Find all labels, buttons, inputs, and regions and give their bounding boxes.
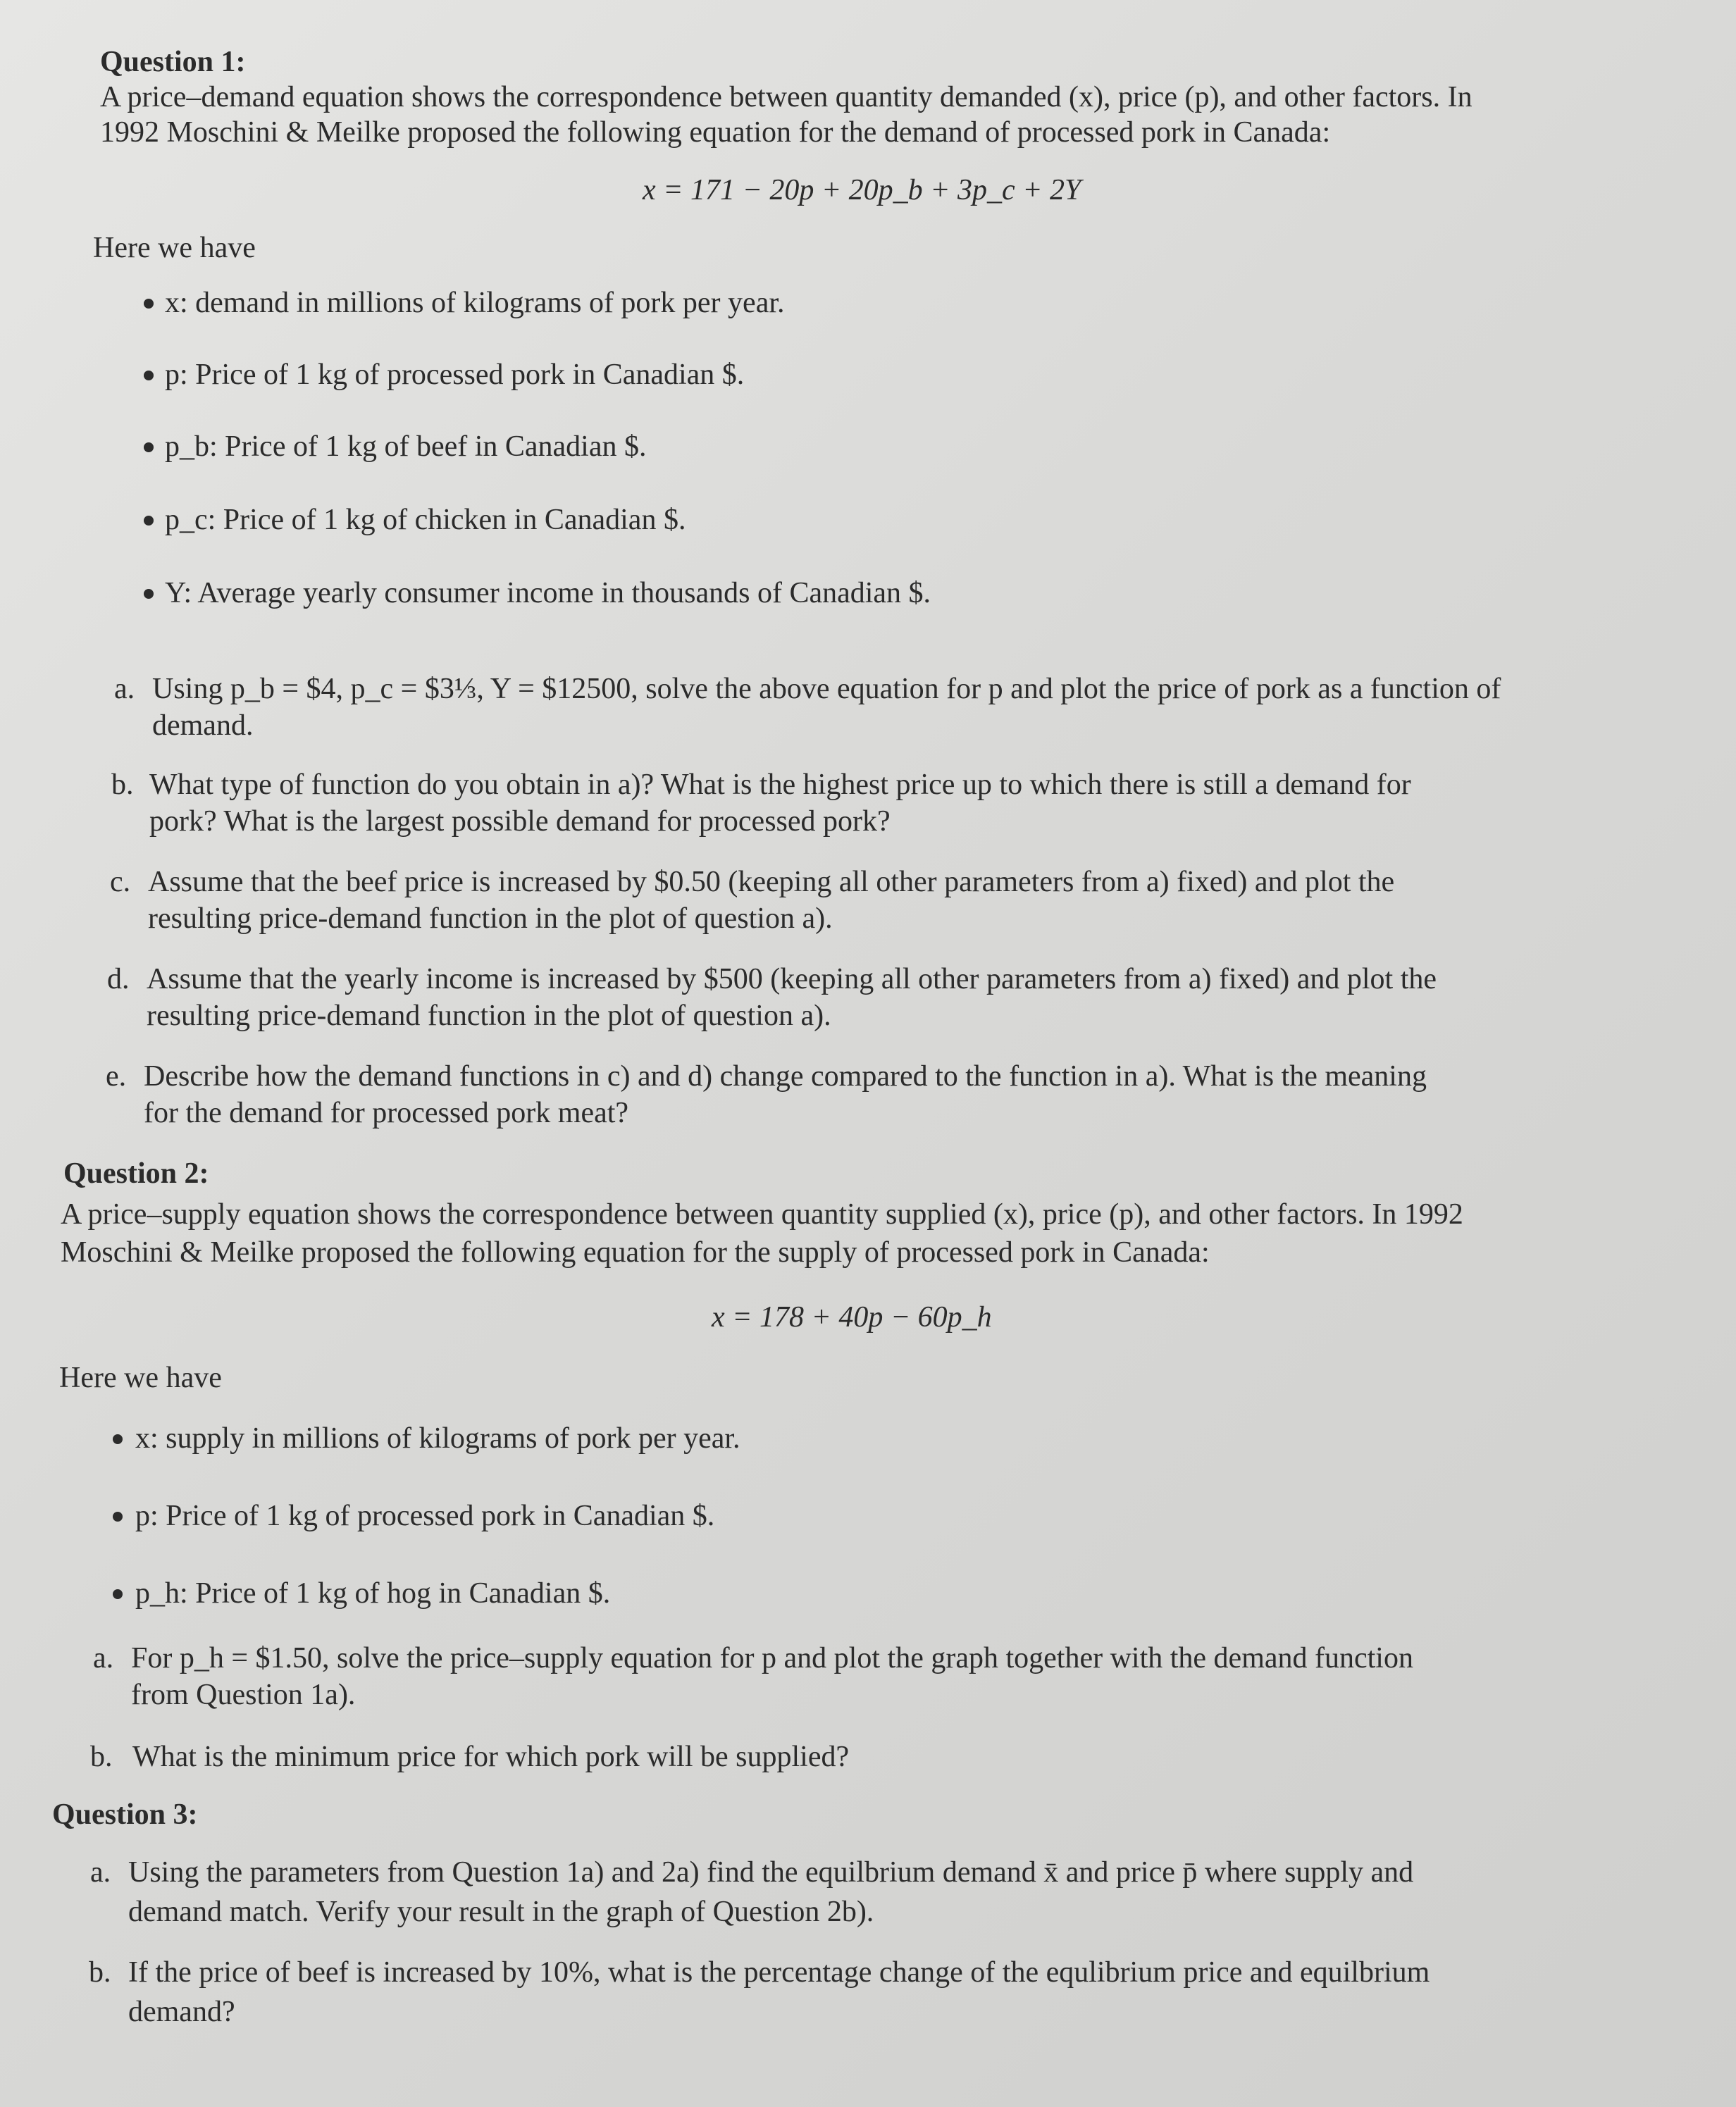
bullet-dot <box>113 1589 123 1599</box>
q1-item-a-letter: a. <box>114 673 135 705</box>
q1-item-b-line1: What type of function do you obtain in a)? What is the highest price up to which there is still a demand for <box>149 769 1411 801</box>
q2-item-a-letter: a. <box>93 1642 114 1674</box>
q1-item-e-letter: e. <box>106 1060 127 1093</box>
q1-item-d-line1: Assume that the yearly income is increased by $500 (keeping all other parameters from a) fixed) and plot the <box>147 963 1437 995</box>
q1-bullet-pb: p_b: Price of 1 kg of beef in Canadian $. <box>165 430 647 463</box>
q2-item-b-line1: What is the minimum price for which pork will be supplied? <box>132 1741 850 1773</box>
q2-item-a-line1: For p_h = $1.50, solve the price–supply equation for p and plot the graph together with the demand function <box>131 1642 1413 1674</box>
bullet-dot <box>144 299 154 309</box>
q3-heading: Question 3: <box>52 1798 198 1831</box>
q1-intro-line2: 1992 Moschini & Meilke proposed the following equation for the demand of processed pork in Canada: <box>100 116 1331 149</box>
q2-intro-line2: Moschini & Meilke proposed the following equation for the supply of processed pork in Canada: <box>61 1236 1210 1269</box>
q2-bullet-x: x: supply in millions of kilograms of pork per year. <box>135 1422 740 1455</box>
q2-bullet-ph: p_h: Price of 1 kg of hog in Canadian $. <box>135 1577 611 1610</box>
q1-intro-line1: A price–demand equation shows the correspondence between quantity demanded (x), price (p), and other factors. In <box>100 81 1472 113</box>
q2-item-b-letter: b. <box>90 1741 113 1773</box>
q3-item-b-line1: If the price of beef is increased by 10%, what is the percentage change of the equlibrium price and equilbrium <box>128 1956 1430 1989</box>
q1-item-c-letter: c. <box>110 866 131 898</box>
q1-bullet-y: Y: Average yearly consumer income in thousands of Canadian $. <box>165 577 931 609</box>
bullet-dot <box>144 371 154 380</box>
q2-intro-line1: A price–supply equation shows the correspondence between quantity supplied (x), price (p), and other factors. In 1992 <box>61 1198 1463 1231</box>
q1-heading: Question 1: <box>100 46 246 78</box>
q1-item-c-line2: resulting price-demand function in the plot of question a). <box>148 902 833 935</box>
q3-item-b-letter: b. <box>89 1956 111 1989</box>
q1-item-b-letter: b. <box>111 769 134 801</box>
q1-here-label: Here we have <box>93 232 256 264</box>
q1-item-b-line2: pork? What is the largest possible demand for processed pork? <box>149 805 891 838</box>
q1-bullet-x: x: demand in millions of kilograms of pork per year. <box>165 287 785 319</box>
bullet-dot <box>113 1512 123 1522</box>
q2-heading: Question 2: <box>63 1157 209 1190</box>
q2-equation: x = 178 + 40p − 60p_h <box>712 1301 992 1334</box>
q2-item-a-line2: from Question 1a). <box>131 1679 356 1711</box>
q3-item-a-line1: Using the parameters from Question 1a) and 2a) find the equilbrium demand x̄ and price p̄ where supply and <box>128 1856 1414 1889</box>
q2-bullet-p: p: Price of 1 kg of processed pork in Canadian $. <box>135 1500 715 1532</box>
q1-item-a-line2: demand. <box>152 709 254 742</box>
q1-item-d-letter: d. <box>107 963 130 995</box>
bullet-dot <box>113 1434 123 1444</box>
q1-item-a-line1: Using p_b = $4, p_c = $3⅓, Y = $12500, solve the above equation for p and plot the price of pork as a function of <box>152 673 1501 705</box>
q2-here-label: Here we have <box>59 1362 222 1394</box>
q3-item-a-letter: a. <box>90 1856 111 1889</box>
q1-item-d-line2: resulting price-demand function in the plot of question a). <box>147 1000 831 1032</box>
q3-item-b-line2: demand? <box>128 1996 235 2028</box>
q1-item-c-line1: Assume that the beef price is increased by $0.50 (keeping all other parameters from a) fixed) and plot the <box>148 866 1395 898</box>
q1-item-e-line2: for the demand for processed pork meat? <box>144 1097 629 1129</box>
bullet-dot <box>144 589 154 599</box>
q3-item-a-line2: demand match. Verify your result in the graph of Question 2b). <box>128 1896 874 1928</box>
q1-equation: x = 171 − 20p + 20p_b + 3p_c + 2Y <box>643 174 1081 206</box>
q1-item-e-line1: Describe how the demand functions in c) and d) change compared to the function in a). What is the meaning <box>144 1060 1427 1093</box>
q1-bullet-p: p: Price of 1 kg of processed pork in Canadian $. <box>165 359 745 391</box>
bullet-dot <box>144 516 154 526</box>
q1-bullet-pc: p_c: Price of 1 kg of chicken in Canadian $. <box>165 504 686 536</box>
bullet-dot <box>144 442 154 452</box>
